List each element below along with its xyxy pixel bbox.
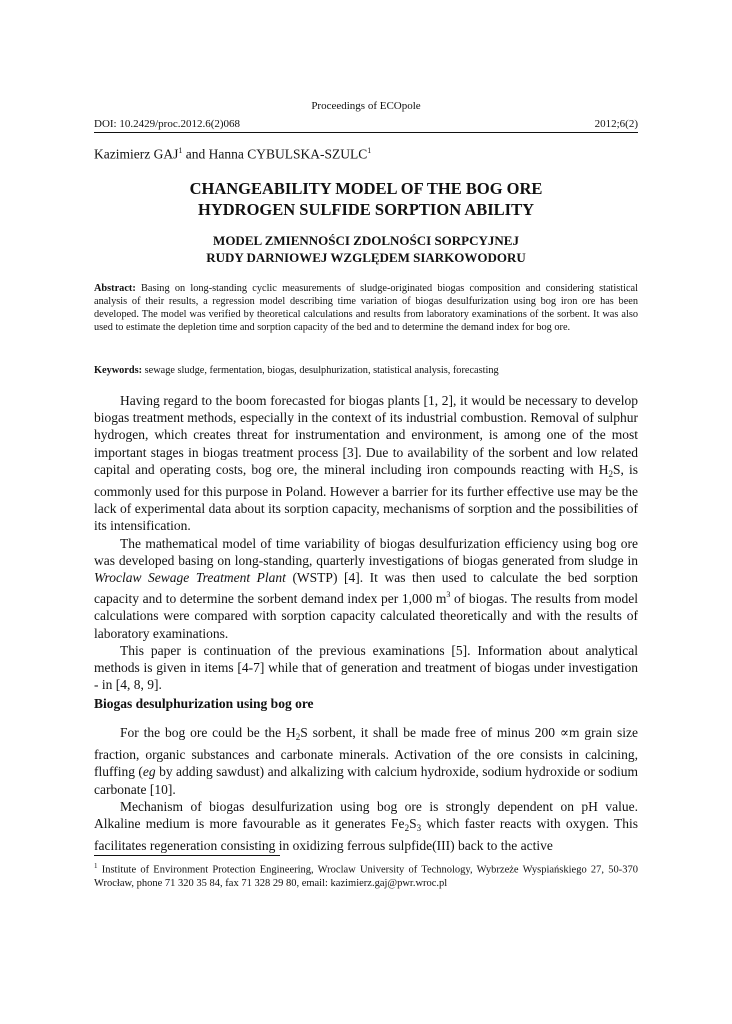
p2-text-b: (WSTP) [4]. It was then used to calculate the bed sorption capacity and to determine the sorbent demand index per 1,000 m [94, 570, 638, 607]
s2-subscript-1: 2 [404, 823, 410, 834]
s2-text-b: S [409, 816, 417, 832]
abstract-label: Abstract: [94, 283, 136, 294]
abstract-text: Basing on long-standing cyclic measurements of sludge-originated biogas composition and considering statistical analysis of their results, a regression model describing time variation of biogas desulfurization using bog iron ore has been developed. The model was verified by theoretical calculations and results from laboratory examinations of the sorbent. It was also used to estimate the depletion time and sorption capacity of the bed and to determine the demand index for bog ore. [94, 283, 638, 334]
keywords-text: sewage sludge, fermentation, biogas, desulphurization, statistical analysis, forecasting [142, 365, 499, 376]
s2-subscript-2: 3 [416, 823, 422, 834]
footnote-divider [94, 855, 280, 856]
section-paragraph-2 [94, 798, 638, 855]
s1-subscript: 2 [295, 732, 301, 742]
author-2: Hanna CYBULSKA-SZULC [208, 146, 368, 162]
title-english [94, 178, 638, 220]
paragraph-2 [94, 535, 638, 642]
title-en-line-2: HYDROGEN SULFIDE SORPTION ABILITY [197, 200, 535, 219]
introduction-body [94, 392, 638, 693]
section-body [94, 724, 638, 854]
keywords-label: Keywords: [94, 365, 143, 376]
s1-text-a: For the bog ore could be the H [120, 725, 296, 740]
volume-info: 2012;6(2) [594, 118, 638, 130]
journal-name: Proceedings of ECOpole [311, 100, 421, 112]
keywords [94, 364, 638, 377]
section-paragraph-1 [94, 724, 638, 798]
footnote-mark: 1 [94, 862, 98, 870]
title-pl-line-2: RUDY DARNIOWEJ WZGLĘDEM SIARKOWODORU [206, 250, 526, 265]
author-1-affiliation: 1 [178, 146, 183, 155]
footnote [94, 860, 638, 891]
p1-subscript: 2 [608, 468, 613, 479]
paragraph-1 [94, 392, 638, 535]
p1-text-a: Having regard to the boom forecasted for biogas plants [1, 2], it would be necessary to develop biogas treatment methods, especially in the context of its industrial combustion. Removal of sulphur hydrogen, which creates threat for instrumentation and environment, is among one of the most important stages in biogas treatment process [3]. Due to availability of the sorbent and low related capital and operating costs, bog ore, the mineral including iron compounds reacting with H [94, 393, 638, 477]
paragraph-3: This paper is continuation of the previous examinations [5]. Information about analytical methods is given in items [4-7] while that of generation and treatment of biogas under investigation - in [4, 8, 9]. [94, 642, 638, 693]
authors [94, 146, 371, 163]
s2-text-c: which faster reacts with oxygen. This facilitates regeneration consisting in oxidizing ferrous sulpfide(III) back to the active [94, 816, 639, 854]
doi-row [94, 118, 638, 133]
title-polish [94, 232, 638, 266]
title-en-line-1: CHANGEABILITY MODEL OF THE BOG ORE [189, 179, 543, 198]
s1-italic: eg [142, 764, 156, 780]
p2-text-c: of biogas. The results from model calculations were compared with sorption capacity calculated theoretically and with the results of laboratory examinations. [94, 591, 639, 641]
p2-italic: Wroclaw Sewage Treatment Plant [94, 570, 286, 586]
s1-text-c: by adding sawdust) and alkalizing with calcium hydroxide, sodium hydroxide or sodium carbonate [10]. [94, 764, 638, 797]
authors-and: and [182, 146, 209, 162]
p2-text-a: The mathematical model of time variability of biogas desulfurization efficiency using bog ore was developed basing on long-standing, quarterly investigations of biogas generated from sludge in [94, 535, 638, 568]
abstract [94, 282, 638, 334]
doi: DOI: 10.2429/proc.2012.6(2)068 [94, 118, 241, 130]
p1-text-b: S, is commonly used for this purpose in Poland. However a barrier for its further effective use may be the lack of experimental data about its sorption capacity, mechanisms of sorption and the possibilities of its intensification. [94, 461, 638, 534]
title-pl-line-1: MODEL ZMIENNOŚCI ZDOLNOŚCI SORPCYJNEJ [213, 233, 519, 248]
s2-text-a: Mechanism of biogas desulfurization using bog ore is strongly dependent on pH value. Alkaline medium is more favourable as it generates Fe [94, 798, 638, 832]
author-2-affiliation: 1 [367, 146, 372, 155]
p2-superscript: 3 [446, 590, 451, 600]
s1-text-b: S sorbent, it shall be made free of minus 200 ∝m grain size fraction, organic substances and carbonate minerals. Activation of the ore consists in calcining, fluffing ( [94, 725, 638, 780]
section-heading: Biogas desulphurization using bog ore [94, 696, 314, 711]
footnote-text: Institute of Environment Protection Engineering, Wroclaw University of Technology, Wybrzeże Wyspiańskiego 27, 50-370 Wrocław, phone 71 320 35 84, fax 71 328 29 80, email: kazimierz.gaj@pwr.wroc.pl [94, 864, 638, 889]
author-1: Kazimierz GAJ [94, 146, 179, 162]
